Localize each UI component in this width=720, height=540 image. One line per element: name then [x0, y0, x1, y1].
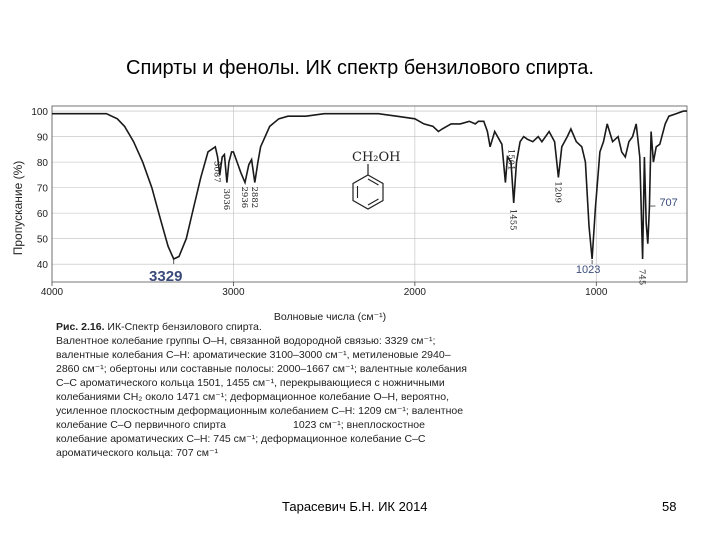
x-axis-label: Волновые числа (см⁻¹)	[273, 311, 387, 322]
y-tick-label: 80	[36, 158, 48, 170]
peak-label: 1209	[552, 181, 563, 204]
y-tick-label: 50	[36, 234, 48, 246]
x-tick-label: 3000	[222, 287, 245, 298]
y-tick-label: 90	[36, 132, 48, 144]
caption-figure-label: Рис. 2.16.	[56, 321, 105, 333]
peak-label: 745	[636, 269, 647, 286]
peak-label: 3087	[211, 161, 222, 183]
caption-line: колебание ароматических C–H: 745 см⁻¹; деформационное колебание C–C	[56, 433, 426, 445]
x-tick-label: 4000	[40, 287, 64, 298]
caption-line: ароматического кольца: 707 см⁻¹	[56, 447, 219, 459]
caption-title: ИК-Спектр бензилового спирта.	[107, 321, 262, 333]
benzyl-alcohol-structure	[352, 150, 401, 209]
y-tick-label: 100	[31, 107, 48, 119]
peak-label: 707	[659, 197, 678, 210]
spectrum-line	[52, 111, 687, 259]
molecule-formula: CH₂OH	[352, 150, 401, 165]
caption-line: 2860 см⁻¹; обертоны или составные полосы: 2000–1667 см⁻¹; валентные колебания	[56, 363, 467, 375]
peak-label: 2936	[239, 186, 250, 209]
y-axis-ticks	[31, 107, 48, 271]
caption-line: валентные колебания C–H: ароматические 3100–3000 см⁻¹, метиленовые 2940–	[56, 349, 451, 361]
caption-line: усиленное плоскостным деформационным колебанием C–H: 1209 см⁻¹; валентное	[56, 405, 464, 417]
caption-line: C–C ароматического кольца 1501, 1455 см⁻¹, перекрывающиеся с ножничными	[56, 377, 445, 389]
peak-label: 1501	[505, 148, 516, 171]
caption-line: Валентное колебание группы O–H, связанной водородной связью: 3329 см⁻¹;	[56, 335, 436, 347]
caption-line: колебаниями CH₂ около 1471 см⁻¹; деформационное колебание O–H, вероятно,	[56, 391, 449, 403]
peak-label: 1023	[575, 264, 601, 277]
y-tick-label: 70	[36, 183, 48, 195]
x-axis-ticks	[41, 282, 608, 298]
peak-label: 3329	[149, 268, 183, 286]
peak-label: 2882	[248, 186, 259, 209]
y-tick-label: 60	[36, 209, 48, 221]
page-number: 58	[662, 499, 677, 514]
y-axis-label: Пропускание (%)	[11, 160, 25, 256]
peak-label: 1455	[507, 208, 518, 231]
caption-heading	[56, 320, 576, 334]
ir-spectrum-chart	[8, 100, 692, 322]
x-tick-label: 1000	[585, 287, 608, 298]
caption-line: колебание C–O первичного спирта 1023 см⁻¹; внеплоскостное	[56, 419, 425, 431]
y-tick-label: 40	[36, 260, 48, 272]
figure-caption	[56, 320, 576, 460]
slide-title: Спирты и фенолы. ИК спектр бензилового спирта.	[126, 57, 594, 79]
peak-label: 3036	[220, 188, 231, 211]
x-tick-label: 2000	[403, 287, 426, 298]
footer-author: Тарасевич Б.Н. ИК 2014	[282, 499, 428, 514]
